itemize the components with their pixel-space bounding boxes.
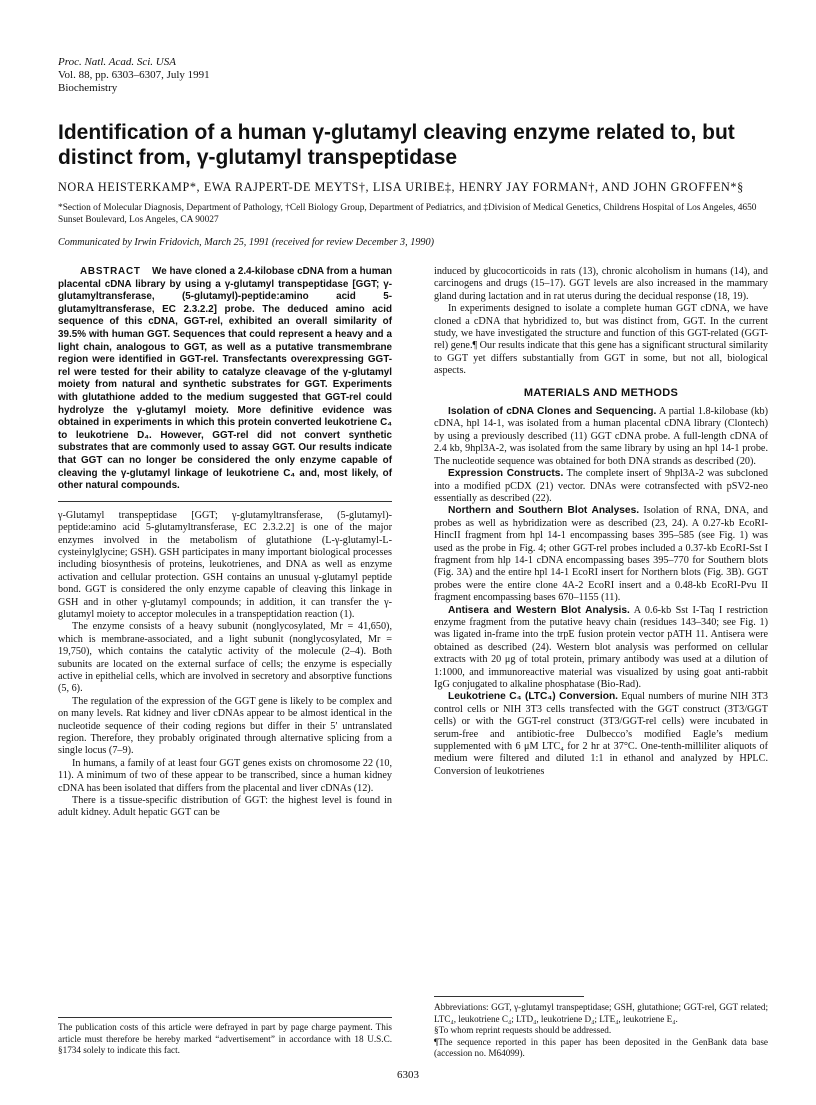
methods-blot-analyses (434, 505, 768, 604)
methods-ltc4-conversion (434, 691, 768, 778)
affiliations: *Section of Molecular Diagnosis, Department of Pathology, †Cell Biology Group, Department of Pediatrics, and ‡Division of Medical Genetics, Childrens Hospital of Los Angeles, 4650 Sunset Boulevard, Los Angeles, CA 90027 (58, 203, 757, 225)
footnote-divider (58, 1017, 392, 1018)
right-column (434, 266, 768, 778)
publication-costs-text: The publication costs of this article were defrayed in part by page charge payment. This article must therefore be hereby marked “advertisement” in accordance with 18 U.S.C. §1734 solely to indicate this fact. (58, 1022, 392, 1055)
intro-paragraph-4: In humans, a family of at least four GGT genes exists on chromosome 22 (10, 11). A minimum of two of these appear to be transcribed, since a human kidney cDNA has been isolated that differs from the placental and liver cDNAs (12). (58, 757, 392, 794)
left-column (58, 266, 392, 820)
methods-expression-constructs-heading: Expression Constructs. (448, 468, 564, 480)
methods-heading: MATERIALS AND METHODS (523, 386, 679, 399)
abstract (58, 266, 392, 493)
methods-antisera-western (434, 605, 768, 692)
genbank-footnote: ¶The sequence reported in this paper has been deposited in the GenBank data base (accession no. M64099). (434, 1036, 768, 1058)
page-number: 6303 (397, 1069, 419, 1081)
right-intro-paragraph-2: In experiments designed to isolate a complete human GGT cDNA, we have cloned a cDNA that hybridized to, but was distinct from, GGT. In the current study, we have investigated the structure and function of this GGT-related (GGT-rel) gene.¶ Our results indicate that this gene has a significant structural similarity to GGT yet differs substantially from GGT in some, but not all, biological aspects. (434, 303, 768, 377)
methods-ltc4-conversion-text: Equal numbers of murine NIH 3T3 control cells or NIH 3T3 cells transfected with the GGT construct (3T3/GGT cells) or with the GGT-rel construct (3T3/GGT-rel cells) were incubated in serum-free and antibiotic-free Dulbecco’s modified Eagle’s medium supplemented with 6 μM LTC₄ for 2 hr at 37°C. One-tenth-milliliter aliquots of medium were filtered and diluted 1:1 in ethanol and analyzed by HPLC. Conversion of leukotrienes (434, 691, 768, 777)
journal-volume: Vol. 88, pp. 6303–6307, July 1991 (58, 69, 210, 81)
paper-title: Identification of a human γ-glutamyl cleaving enzyme related to, but distinct from, γ-glutamyl transpeptidase (58, 121, 735, 169)
abbreviations-footnote: Abbreviations: GGT, γ-glutamyl transpeptidase; GSH, glutathione; GGT-rel, GGT related; LTC₄, leukotriene C₄; LTD₄, leukotriene D₄; LTE₄, leukotriene E₄. (434, 1002, 768, 1024)
right-footnotes (434, 996, 768, 1060)
methods-cdna-isolation-text: A partial 1.8-kilobase (kb) cDNA, hpl 14-1, was isolated from a human placental cDNA library (Clontech) by using a previously described (11) GGT cDNA probe. A full-length cDNA of 2.4 kb, 9hpl3A-2, was isolated from the same library by using an hpl 14-1 probe. The nucleotide sequence was obtained for both DNA strands as described (20). (434, 406, 769, 467)
publication-costs-note (58, 1017, 392, 1057)
right-footnote-divider (434, 996, 584, 997)
methods-cdna-isolation-heading: Isolation of cDNA Clones and Sequencing. (448, 406, 657, 418)
right-intro-paragraph-1: induced by glucocorticoids in rats (13), chronic alcoholism in humans (14), and carcinogens and drugs (15–17). GGT levels are also increased in the mammary gland during lactation and in rat uterus during the decidual response (18, 19). (434, 266, 768, 302)
methods-blot-analyses-heading: Northern and Southern Blot Analyses. (448, 505, 640, 517)
authors: NORA HEISTERKAMP*, EWA RAJPERT-DE MEYTS†, LISA URIBE‡, HENRY JAY FORMAN†, AND JOHN GROFFEN*§ (58, 180, 744, 194)
methods-cdna-isolation (434, 406, 768, 468)
reprint-footnote: §To whom reprint requests should be addressed. (434, 1025, 612, 1035)
methods-expression-constructs (434, 468, 768, 505)
abstract-label: ABSTRACT (80, 266, 141, 277)
methods-ltc4-conversion-heading: Leukotriene C₄ (LTC₄) Conversion. (448, 691, 618, 703)
methods-blot-analyses-text: Isolation of RNA, DNA, and probes as well as hybridization were as described (23, 24). A 0.27-kb EcoRI-HincII fragment from hpl 14-1 encompassing bases 395–585 (see Fig. 1) was used as the probe in Fig. 4; other GGT-rel probes included a 0.37-kb EcoRI-Sst I fragment from hlp 14-1 cDNA encompassing bases 395–770 for Southern blots (Fig. 3A) and the entire hpl 14-1 EcoRI insert for Northern blots (Fig. 3B). GGT probes were the entire clone 4A-2 EcoRI insert and a 0.48-kb EcoRI-Pvu II fragment encompassing bases 670–1155 (11). (434, 505, 768, 604)
intro-paragraph-1: γ-Glutamyl transpeptidase [GGT; γ-glutamyltransferase, (5-glutamyl)-peptide:amino acid 5-glutamyltransferase, EC 2.3.2.2] is one of the major enzymes involved in the metabolism of glutathione (L-γ-glutamyl-L-cysteinylglycine; GSH). GSH participates in many important biological processes including biosynthesis of proteins, leukotrienes, and DNA as well as enzyme activation and cellular protection. GSH contains an unusual γ-glutamyl peptide bond. GGT is considered the only enzyme capable of cleaving this linkage in GSH and in other γ-glutamyl compounds; in addition, it can transfer the γ-glutamyl moiety to acceptor molecules in a transpeptidation reaction (1). (58, 509, 392, 620)
methods-antisera-western-text: A 0.6-kb Sst I-Taq I restriction enzyme fragment from the putative heavy chain (residues 143–340; see Fig. 1) was ligated in-frame into the trpE fusion protein vector pATH 11. Antisera were obtained as described (24). Western blot analysis was performed on cellular extracts with 20 μg of total protein, primary antibody was used at a dilution of 1:1000, and immunoreactive material was visualized by using goat anti-rabbit IgG conjugated to alkaline phosphatase (Bio-Rad). (434, 604, 768, 690)
abstract-text: We have cloned a 2.4-kilobase cDNA from a human placental cDNA library by using a γ-glutamyl transpeptidase [GGT; γ-glutamyltransferase, (5-glutamyl)-peptide:amino acid 5-glutamyltransferase, EC 2.3.2.2] probe. The deduced amino acid sequence of this cDNA, GGT-rel, exhibited an overall similarity of 39.5% with human GGT. Sequences that could represent a heavy and a light chain, analogous to GGT, as well as a putative transmembrane region were identified in GGT-rel. Transfectants overexpressing GGT-rel were tested for their ability to catalyze cleavage of the γ-glutamyl moiety from natural and synthetic substrates for GGT. Experiments with glutathione added to the medium suggested that GGT-rel could hydrolyze the γ-glutamyl moiety. More definitive evidence was obtained in experiments in which this protein converted leukotriene C₄ to leukotriene D₄. However, GGT-rel did not convert synthetic substrates that are commonly used to assay GGT. Our results indicate that GGT can no longer be considered the only enzyme capable of cleaving the γ-glutamyl linkage of leukotriene C₄ and, most likely, of other natural compounds. (58, 266, 392, 492)
methods-antisera-western-heading: Antisera and Western Blot Analysis. (448, 604, 630, 616)
intro-paragraph-3: The regulation of the expression of the GGT gene is likely to be complex and on many levels. Rat kidney and liver cDNAs appear to be almost identical in the nucleotide sequence of their coding regions but differ in their 5′ untranslated region. Therefore, they probably originated through alternative splicing from a single locus (7–9). (58, 695, 392, 757)
communicated-by: Communicated by Irwin Fridovich, March 25, 1991 (received for review December 3, 1990) (58, 237, 434, 248)
intro-paragraph-5: There is a tissue-specific distribution of GGT: the highest level is found in adult kidney. Adult hepatic GGT can be (58, 795, 392, 819)
methods-expression-constructs-text: The complete insert of 9hpl3A-2 was subcloned into a modified pCDX (21) vector. DNAs were cotransfected with pSV2-neo essentially as described (22). (434, 468, 768, 504)
intro-paragraph-2: The enzyme consists of a heavy subunit (nonglycosylated, Mr = 41,650), which is membrane-associated, and a light subunit (nonglycosylated, Mr = 19,750), which contains the catalytic activity of the molecule (2–4). Both subunits are located on the external surface of cells; the enzyme is especially active in epithelial cells, which are involved in secretory and absorptive functions (5, 6). (58, 621, 392, 695)
journal-section: Biochemistry (58, 82, 118, 94)
abstract-divider (58, 501, 392, 502)
journal-header (58, 56, 210, 95)
journal-name: Proc. Natl. Acad. Sci. USA (58, 56, 176, 68)
